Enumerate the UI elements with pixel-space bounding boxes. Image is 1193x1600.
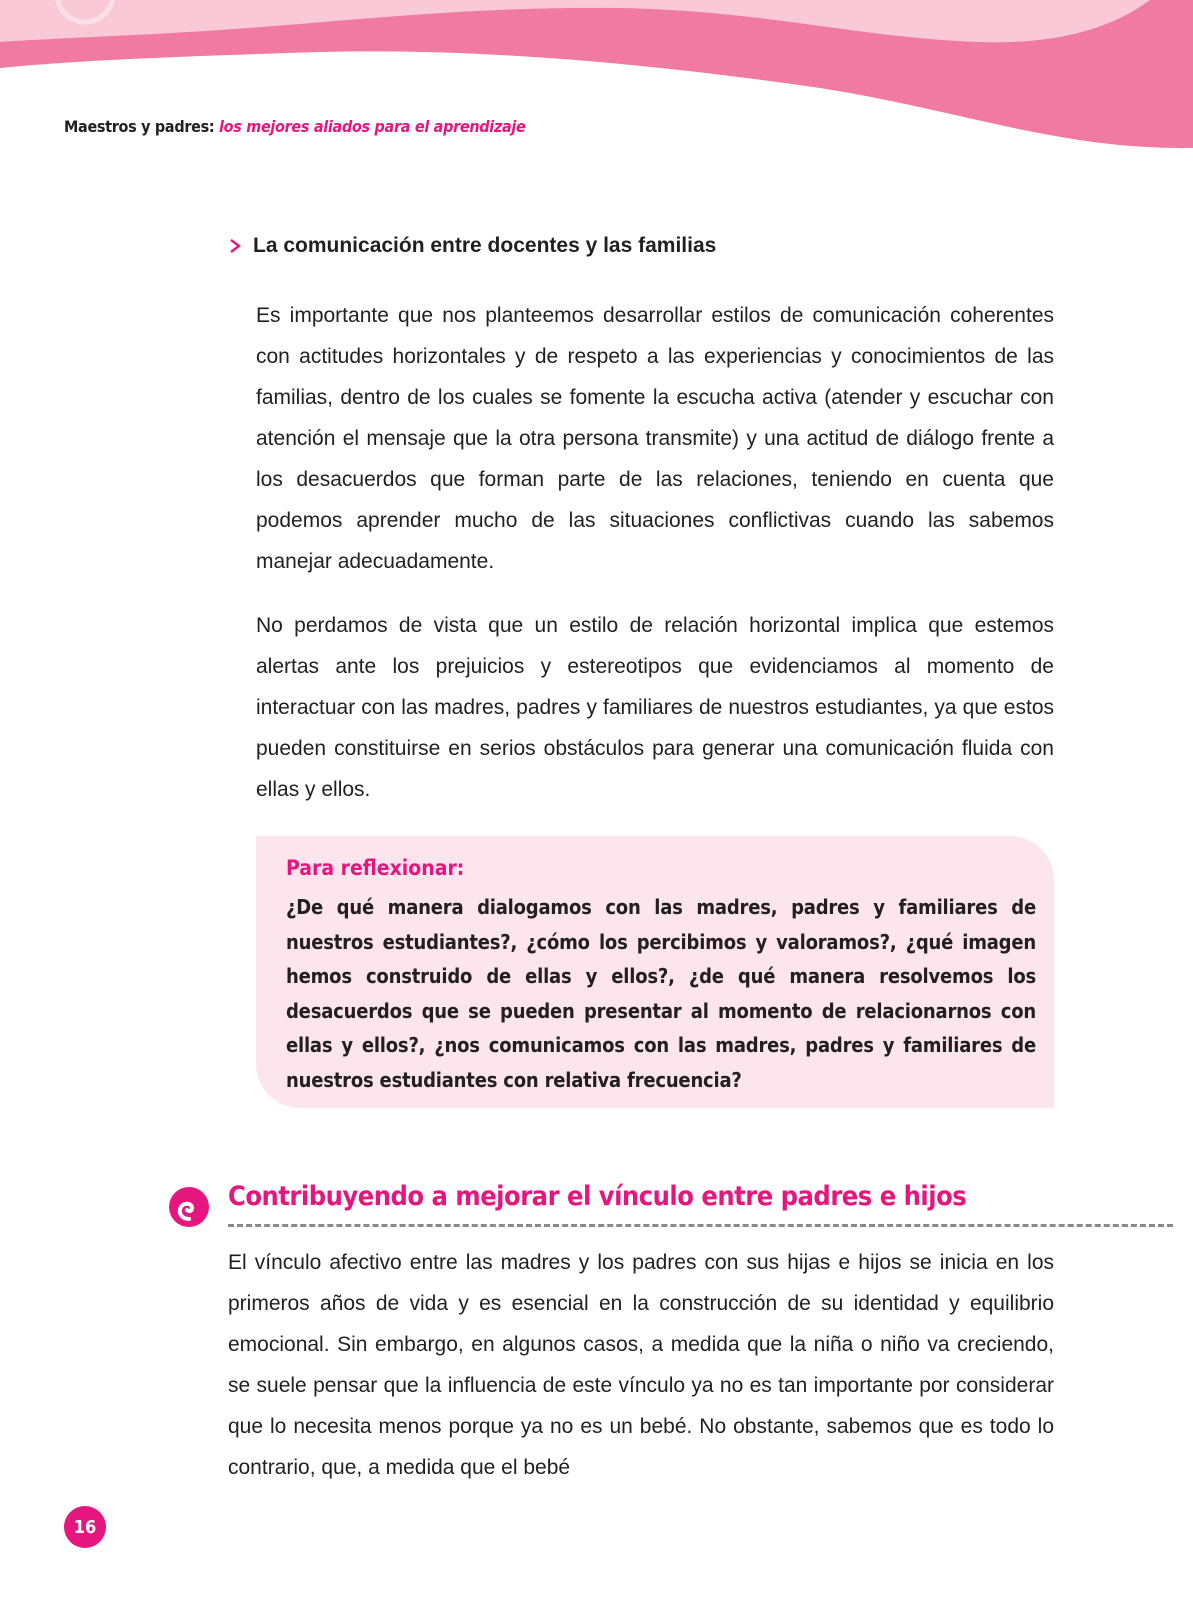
header-title-main: Maestros y padres: bbox=[64, 117, 220, 136]
reflection-box bbox=[256, 836, 1054, 1108]
body-paragraph-2: No perdamos de vista que un estilo de relación horizontal implica que estemos alertas ante los prejuicios y estereotipos que evidenciamos al momento de interactuar con las madres, padres y familiares de nuestros estudiantes, ya que estos pueden constituirse en serios obstáculos para generar una comunicación fluida con ellas y ellos. bbox=[256, 614, 1054, 801]
body-paragraph-1: Es importante que nos planteemos desarrollar estilos de comunicación coherentes con actitudes horizontales y de respeto a las experiencias y conocimientos de las familias, dentro de los cuales se fomente la escucha activa (atender y escuchar con atención el mensaje que la otra persona transmite) y una actitud de diálogo frente a los desacuerdos que forman parte de las relaciones, teniendo en cuenta que podemos aprender mucho de las situaciones conflictivas cuando las sabemos manejar adecuadamente. bbox=[256, 304, 1054, 573]
chevron-right-icon bbox=[230, 239, 241, 253]
bullet-heading bbox=[230, 234, 716, 258]
reflection-body: ¿De qué manera dialogamos con las madres, padres y familiares de nuestros estudiantes?, ¿cómo los percibimos y valoramos?, ¿qué imagen hemos construido de ellas y ellos?, ¿de qué manera resolvemos los desacuerdos que se pueden presentar al momento de relacionarnos con ellas y ellos?, ¿nos comunicamos con las madres, padres y familiares de nuestros estudiantes con relativa frecuencia? bbox=[286, 895, 1036, 1092]
running-header bbox=[64, 117, 526, 136]
header-title-sub: los mejores aliados para el aprendizaje bbox=[219, 117, 526, 136]
page-number: 16 bbox=[64, 1506, 106, 1548]
section-swirl-icon bbox=[168, 1186, 210, 1228]
reflection-title: Para reflexionar: bbox=[286, 856, 465, 880]
section-paragraph: El vínculo afectivo entre las madres y los padres con sus hijas e hijos se inicia en los primeros años de vida y es esencial en la construcción de su identidad y equilibrio emocional. Sin embargo, en algunos casos, a medida que la niña o niño va creciendo, se suele pensar que la influencia de este vínculo ya no es tan importante por considerar que lo necesita menos porque ya no es un bebé. No obstante, sabemos que es todo lo contrario, que, a medida que el bebé bbox=[228, 1251, 1054, 1479]
decorative-top-wave bbox=[0, 0, 1193, 160]
section-title: Contribuyendo a mejorar el vínculo entre padres e hijos bbox=[228, 1181, 967, 1212]
bullet-heading-label: La comunicación entre docentes y las familias bbox=[253, 234, 717, 257]
section-divider bbox=[228, 1224, 1173, 1227]
